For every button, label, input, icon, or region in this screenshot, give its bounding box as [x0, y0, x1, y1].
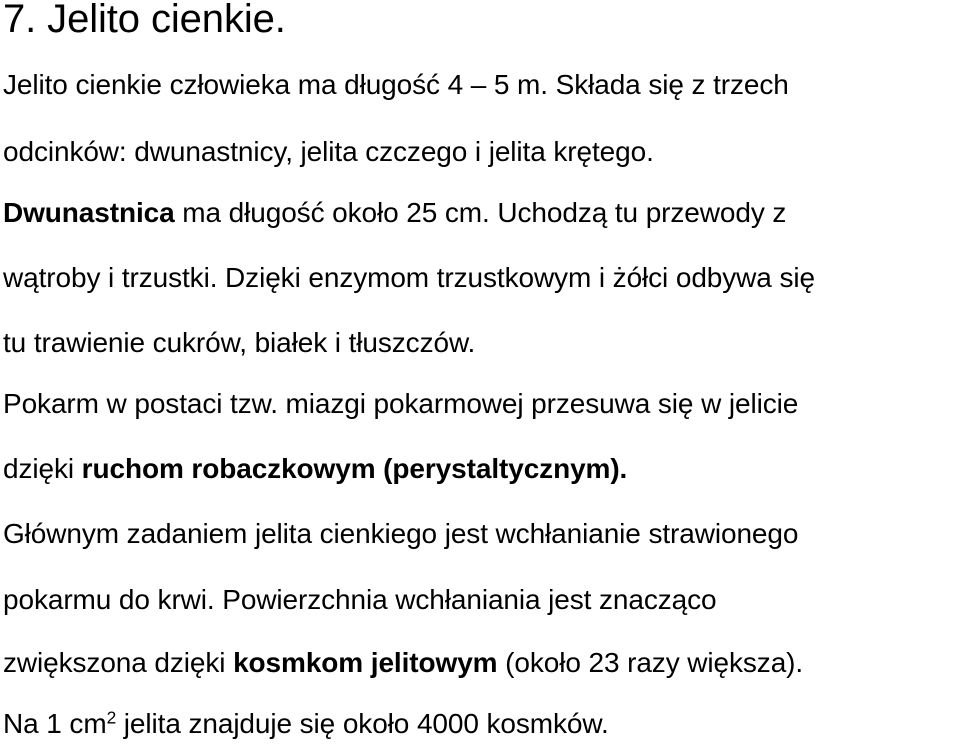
text-segment: Na 1 cm — [3, 708, 107, 739]
text-segment: zwiększona dzięki — [3, 647, 234, 678]
text-segment: (około 23 razy większa). — [497, 647, 804, 678]
paragraph-1-line-2: odcinków: dwunastnicy, jelita czczego i jelita krętego. — [3, 136, 654, 167]
superscript: 2 — [106, 707, 117, 728]
paragraph-5-line-1 — [3, 707, 609, 741]
paragraph-2-line-3: tu trawienie cukrów, białek i tłuszczów. — [3, 327, 476, 358]
paragraph-3-line-1: Pokarm w postaci tzw. miazgi pokarmowej przesuwa się w jelicie — [3, 388, 799, 419]
paragraph-2-line-1 — [3, 196, 786, 230]
text-segment: dzięki — [3, 453, 82, 484]
paragraph-1-line-1: Jelito cienkie człowieka ma długość 4 – 5 m. Składa się z trzech — [3, 69, 789, 100]
paragraph-4-line-2: pokarmu do krwi. Powierzchnia wchłaniania jest znacząco — [3, 584, 717, 615]
bold-term-ruchy-robaczkowe: ruchom robaczkowym (perystaltycznym). — [81, 453, 628, 484]
paragraph-4-line-3 — [3, 646, 803, 680]
text-segment: ma długość około 25 cm. Uchodzą tu przewody z — [174, 197, 787, 228]
bold-term-dwunastnica: Dwunastnica — [3, 197, 175, 228]
paragraph-4-line-1: Głównym zadaniem jelita cienkiego jest wchłanianie strawionego — [3, 518, 799, 549]
bold-term-kosmki-jelitowe: kosmkom jelitowym — [233, 647, 498, 678]
page-title: 7. Jelito cienkie. — [3, 0, 286, 41]
paragraph-2-line-2: wątroby i trzustki. Dzięki enzymom trzustkowym i żółci odbywa się — [3, 262, 815, 293]
paragraph-3-line-2 — [3, 452, 627, 486]
text-segment: jelita znajduje się około 4000 kosmków. — [116, 708, 609, 739]
